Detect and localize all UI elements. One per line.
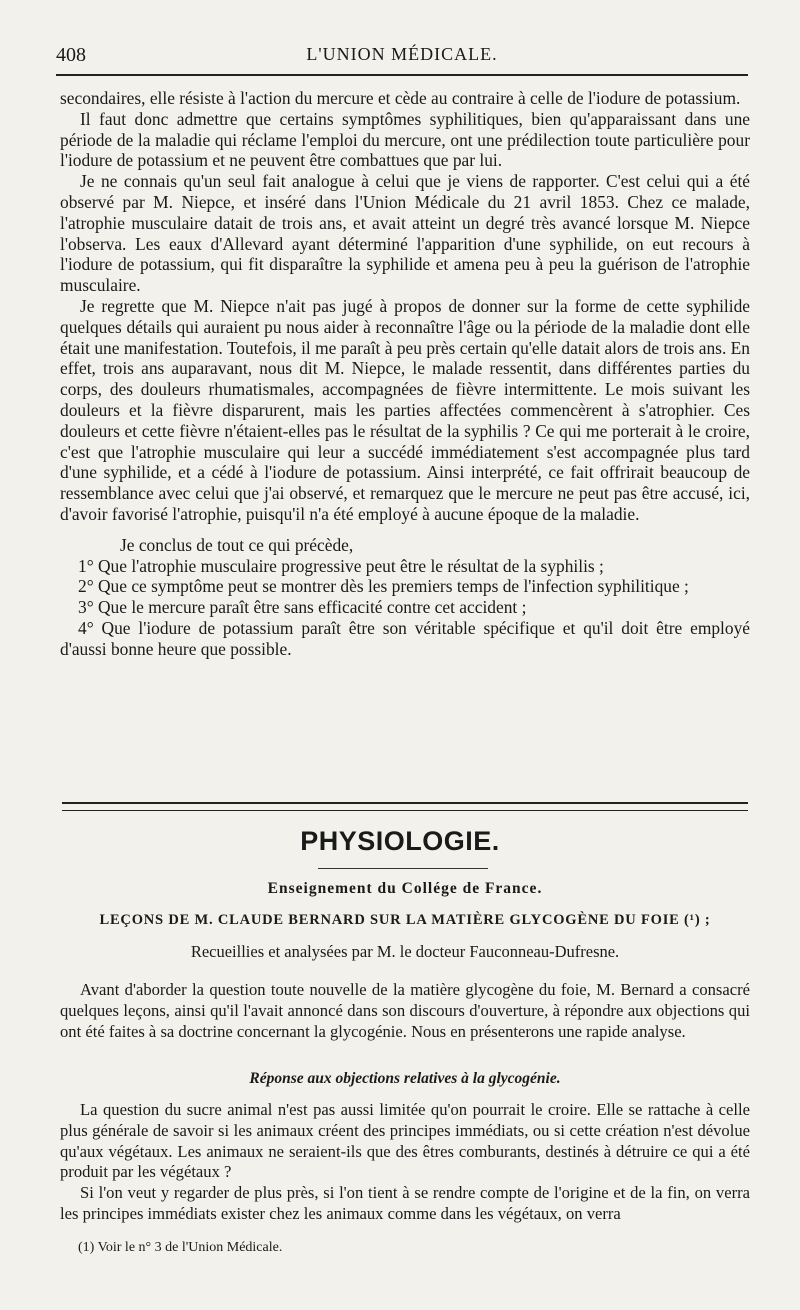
paragraph: Je ne connais qu'un seul fait analogue à celui que je viens de rapporter. C'est celui qui a été observé par M. Niepce, et inséré dans l'Union Médicale du 21 avril 1853. Chez ce malade, l'atrophie musculaire datait de trois ans, et avait atteint un degré très avancé lorsque M. Niepce l'observa. Les eaux d'Allevard ayant déterminé l'apparition d'une syphilide, on eut recours à l'iodure de potassium, qui fit disparaître la syphilide et amena peu à peu la guérison de l'atrophie musculaire. (60, 171, 750, 296)
section-heading: PHYSIOLOGIE. (300, 826, 500, 856)
footnote: (1) Voir le n° 3 de l'Union Médicale. (78, 1240, 283, 1255)
subsection-title: Réponse aux objections relatives à la glycogénie. (249, 1070, 561, 1087)
lecture-title: LEÇONS DE M. CLAUDE BERNARD SUR LA MATIÈRE GLYCOGÈNE DU FOIE (¹) ; (99, 912, 711, 928)
conclusion-item: 3° Que le mercure paraît être sans efficacité contre cet accident ; (78, 597, 527, 618)
conclusion-item: 1° Que l'atrophie musculaire progressive peut être le résultat de la syphilis ; (78, 555, 604, 576)
heading-rule (318, 868, 488, 869)
page-number: 408 (56, 44, 86, 66)
paragraph: Je regrette que M. Niepce n'ait pas jugé à propos de donner sur la forme de cette syphilide quelques détails qui auraient pu nous aider à reconnaître l'âge ou la période de la maladie dont elle était une manifestation. Toutefois, il me paraît à peu près certain qu'elle datait alors de trois ans. En effet, trois ans auparavant, nous dit M. Niepce, le malade ressentit, dans différentes parties du corps, des douleurs rhumatismales, accompagnées de fièvre intermittente. Le mois suivant les douleurs et la fièvre disparurent, mais les parties affectées commencèrent à s'atrophier. Ces douleurs et cette fièvre n'étaient-elles pas le résultat de la syphilis ? Ce qui me porterait à le croire, c'est que l'atrophie musculaire qui leur a succédé immédiatement s'est accompagnée plus tard d'une syphilide, et a cédé à l'iodure de potassium. Ainsi interprété, ce fait offrirait beaucoup de ressemblance avec celui que j'ai observé, et remarquez que le mercure ne peut pas être accusé, ici, d'avoir favorisé l'atrophie, puisqu'il n'a été employé à aucune époque de la maladie. (60, 295, 750, 524)
section-divider (62, 802, 748, 811)
paragraph: Il faut donc admettre que certains symptômes syphilitiques, bien qu'apparaissant dans une période de la maladie qui réclame l'emploi du mercure, ont une prédilection toute particulière pour l'iodure de potassium et ne peuvent être combattues que par lui. (60, 108, 750, 171)
section-intro (60, 980, 750, 1042)
article-body (60, 88, 750, 660)
paragraph: Si l'on veut y regarder de plus près, si l'on tient à se rendre compte de l'origine et de la fin, on verra les principes immédiats exister chez les animaux comme dans les végétaux, on verra (60, 1183, 750, 1223)
conclusion-intro: Je conclus de tout ce qui précède, (120, 534, 354, 555)
conclusion-item: 2° Que ce symptôme peut se montrer dès les premiers temps de l'infection syphilitique ; (78, 576, 689, 597)
paragraph: Avant d'aborder la question toute nouvelle de la matière glycogène du foie, M. Bernard a consacré quelques leçons, ainsi qu'il l'avait annoncé dans son discours d'ouverture, à répondre aux objections qui ont été faites à sa doctrine concernant la glycogénie. Nous en présenterons une rapide analyse. (60, 980, 750, 1041)
lecture-byline: Recueillies et analysées par M. le docteur Fauconneau-Dufresne. (190, 942, 620, 961)
header-rule (56, 74, 748, 76)
conclusion-item: 4° Que l'iodure de potassium paraît être son véritable spécifique et qu'il doit être employé d'aussi bonne heure que possible. (60, 617, 750, 659)
paragraph: La question du sucre animal n'est pas aussi limitée qu'on pourrait le croire. Elle se rattache à celle plus générale de savoir si les animaux créent des principes immédiats, ou si cette création n'est dévolue qu'aux végétaux. Les animaux ne seraient-ils que des êtres comburants, destinés à détruire ce qui a été produit par les végétaux ? (60, 1100, 750, 1182)
page-header (56, 40, 748, 72)
subsection-body (60, 1100, 750, 1225)
running-title: L'UNION MÉDICALE. (306, 44, 498, 64)
paragraph: secondaires, elle résiste à l'action du mercure et cède au contraire à celle de l'iodure de potassium. (60, 88, 741, 108)
section-subheading: Enseignement du Collége de France. (267, 880, 543, 897)
